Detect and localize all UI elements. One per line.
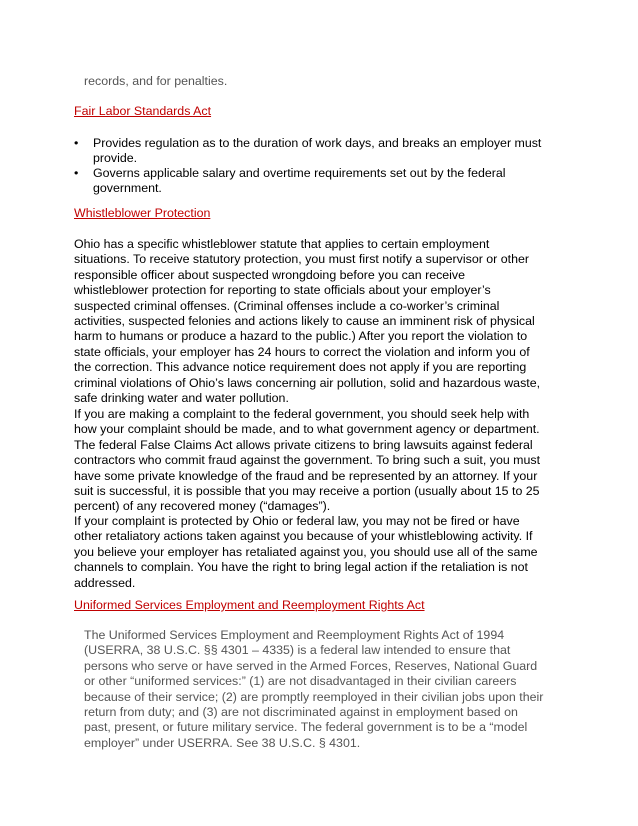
paragraph-line: percent) of any recovered money (“damages”). xyxy=(74,499,331,514)
paragraph-line: state officials, your employer has 24 hours to correct the violation and inform you of xyxy=(74,344,530,359)
userra-heading-link[interactable]: Uniformed Services Employment and Reemployment Rights Act xyxy=(74,598,425,612)
paragraph-line: because of their service; (2) are promptly reemployed in their civilian jobs upon their xyxy=(84,689,544,704)
paragraph-line: past, present, or future military service. The federal government is to be a “model xyxy=(84,720,528,735)
bullet-line: Provides regulation as to the duration of work days, and breaks an employer must xyxy=(93,136,542,150)
paragraph-line: other retaliatory actions taken against you because of your whistleblowing activity. If xyxy=(74,529,533,544)
bullet-line: provide. xyxy=(93,151,138,166)
userra-paragraph xyxy=(84,628,543,751)
paragraph-line: If your complaint is protected by Ohio or federal law, you may not be fired or have xyxy=(74,514,520,528)
bullet-line: government. xyxy=(93,181,162,196)
bullet-text xyxy=(93,136,541,167)
bullet-icon: • xyxy=(74,136,79,150)
whistleblower-paragraph-1 xyxy=(74,237,540,406)
paragraph-line: employer” under USERRA. See 38 U.S.C. § 4301. xyxy=(84,735,361,750)
bullet-line: Governs applicable salary and overtime requirements set out by the federal xyxy=(93,166,506,180)
whistleblower-paragraph-3 xyxy=(74,514,538,591)
whistleblower-paragraph-2 xyxy=(74,407,540,515)
paragraph-line: persons who serve or have served in the Armed Forces, Reserves, National Guard xyxy=(84,658,538,673)
intro-text xyxy=(84,74,227,89)
flsa-section xyxy=(74,104,211,119)
paragraph-line: have some private knowledge of the fraud and be represented by an attorney. If your xyxy=(74,468,538,483)
userra-section xyxy=(74,598,425,613)
paragraph-line: (USERRA, 38 U.S.C. §§ 4301 – 4335) is a federal law intended to ensure that xyxy=(84,643,511,658)
paragraph-line: safe drinking water and water pollution. xyxy=(74,390,289,405)
paragraph-line: criminal violations of Ohio’s laws concerning air pollution, solid and hazardous waste, xyxy=(74,375,541,390)
paragraph-line: activities, suspected felonies and actions likely to cause an imminent risk of physical xyxy=(74,313,535,328)
paragraph-line: or other “uniformed services:” (1) are not disadvantaged in their civilian careers xyxy=(84,674,517,689)
paragraph-line: whistleblower protection for reporting to state officials about your employer’s xyxy=(74,283,491,298)
bullet-text xyxy=(93,166,506,197)
paragraph-line: the correction. This advance notice requirement does not apply if you are reporting xyxy=(74,360,527,375)
bullet-icon: • xyxy=(74,166,79,180)
paragraph-line: you believe your employer has retaliated against you, you should use all of the same xyxy=(74,544,538,559)
paragraph-line: responsible officer about suspected wrongdoing before you can receive xyxy=(74,267,466,282)
paragraph-line: situations. To receive statutory protection, you must first notify a supervisor or other xyxy=(74,252,529,267)
paragraph-line: addressed. xyxy=(74,575,136,590)
paragraph-line: how your complaint should be made, and to what government agency or department. xyxy=(74,422,540,437)
whistleblower-heading-link[interactable]: Whistleblower Protection xyxy=(74,206,211,220)
paragraph-line: Ohio has a specific whistleblower statute that applies to certain employment xyxy=(74,237,490,251)
paragraph-line: harm to humans or produce a hazard to the public.) After you report the violation to xyxy=(74,329,528,344)
whistleblower-section xyxy=(74,206,210,221)
flsa-heading-link[interactable]: Fair Labor Standards Act xyxy=(74,104,212,118)
paragraph-line: suspected criminal offenses. (Criminal offenses include a co-worker’s criminal xyxy=(74,298,500,313)
paragraph-line: The federal False Claims Act allows private citizens to bring lawsuits against federal xyxy=(74,437,533,452)
paragraph-line: suit is successful, it is possible that you may receive a portion (usually about 15 to 25 xyxy=(74,483,540,498)
intro-line: records, and for penalties. xyxy=(84,74,228,88)
paragraph-line: If you are making a complaint to the federal government, you should seek help with xyxy=(74,407,530,421)
paragraph-line: contractors who commit fraud against the government. To bring such a suit, you must xyxy=(74,453,541,468)
list-item xyxy=(74,136,594,167)
paragraph-line: return from duty; and (3) are not discriminated against in employment based on xyxy=(84,704,518,719)
paragraph-line: The Uniformed Services Employment and Reemployment Rights Act of 1994 xyxy=(84,628,505,642)
paragraph-line: channels to complain. You have the right to bring legal action if the retaliation is not xyxy=(74,560,528,575)
list-item xyxy=(74,166,594,197)
